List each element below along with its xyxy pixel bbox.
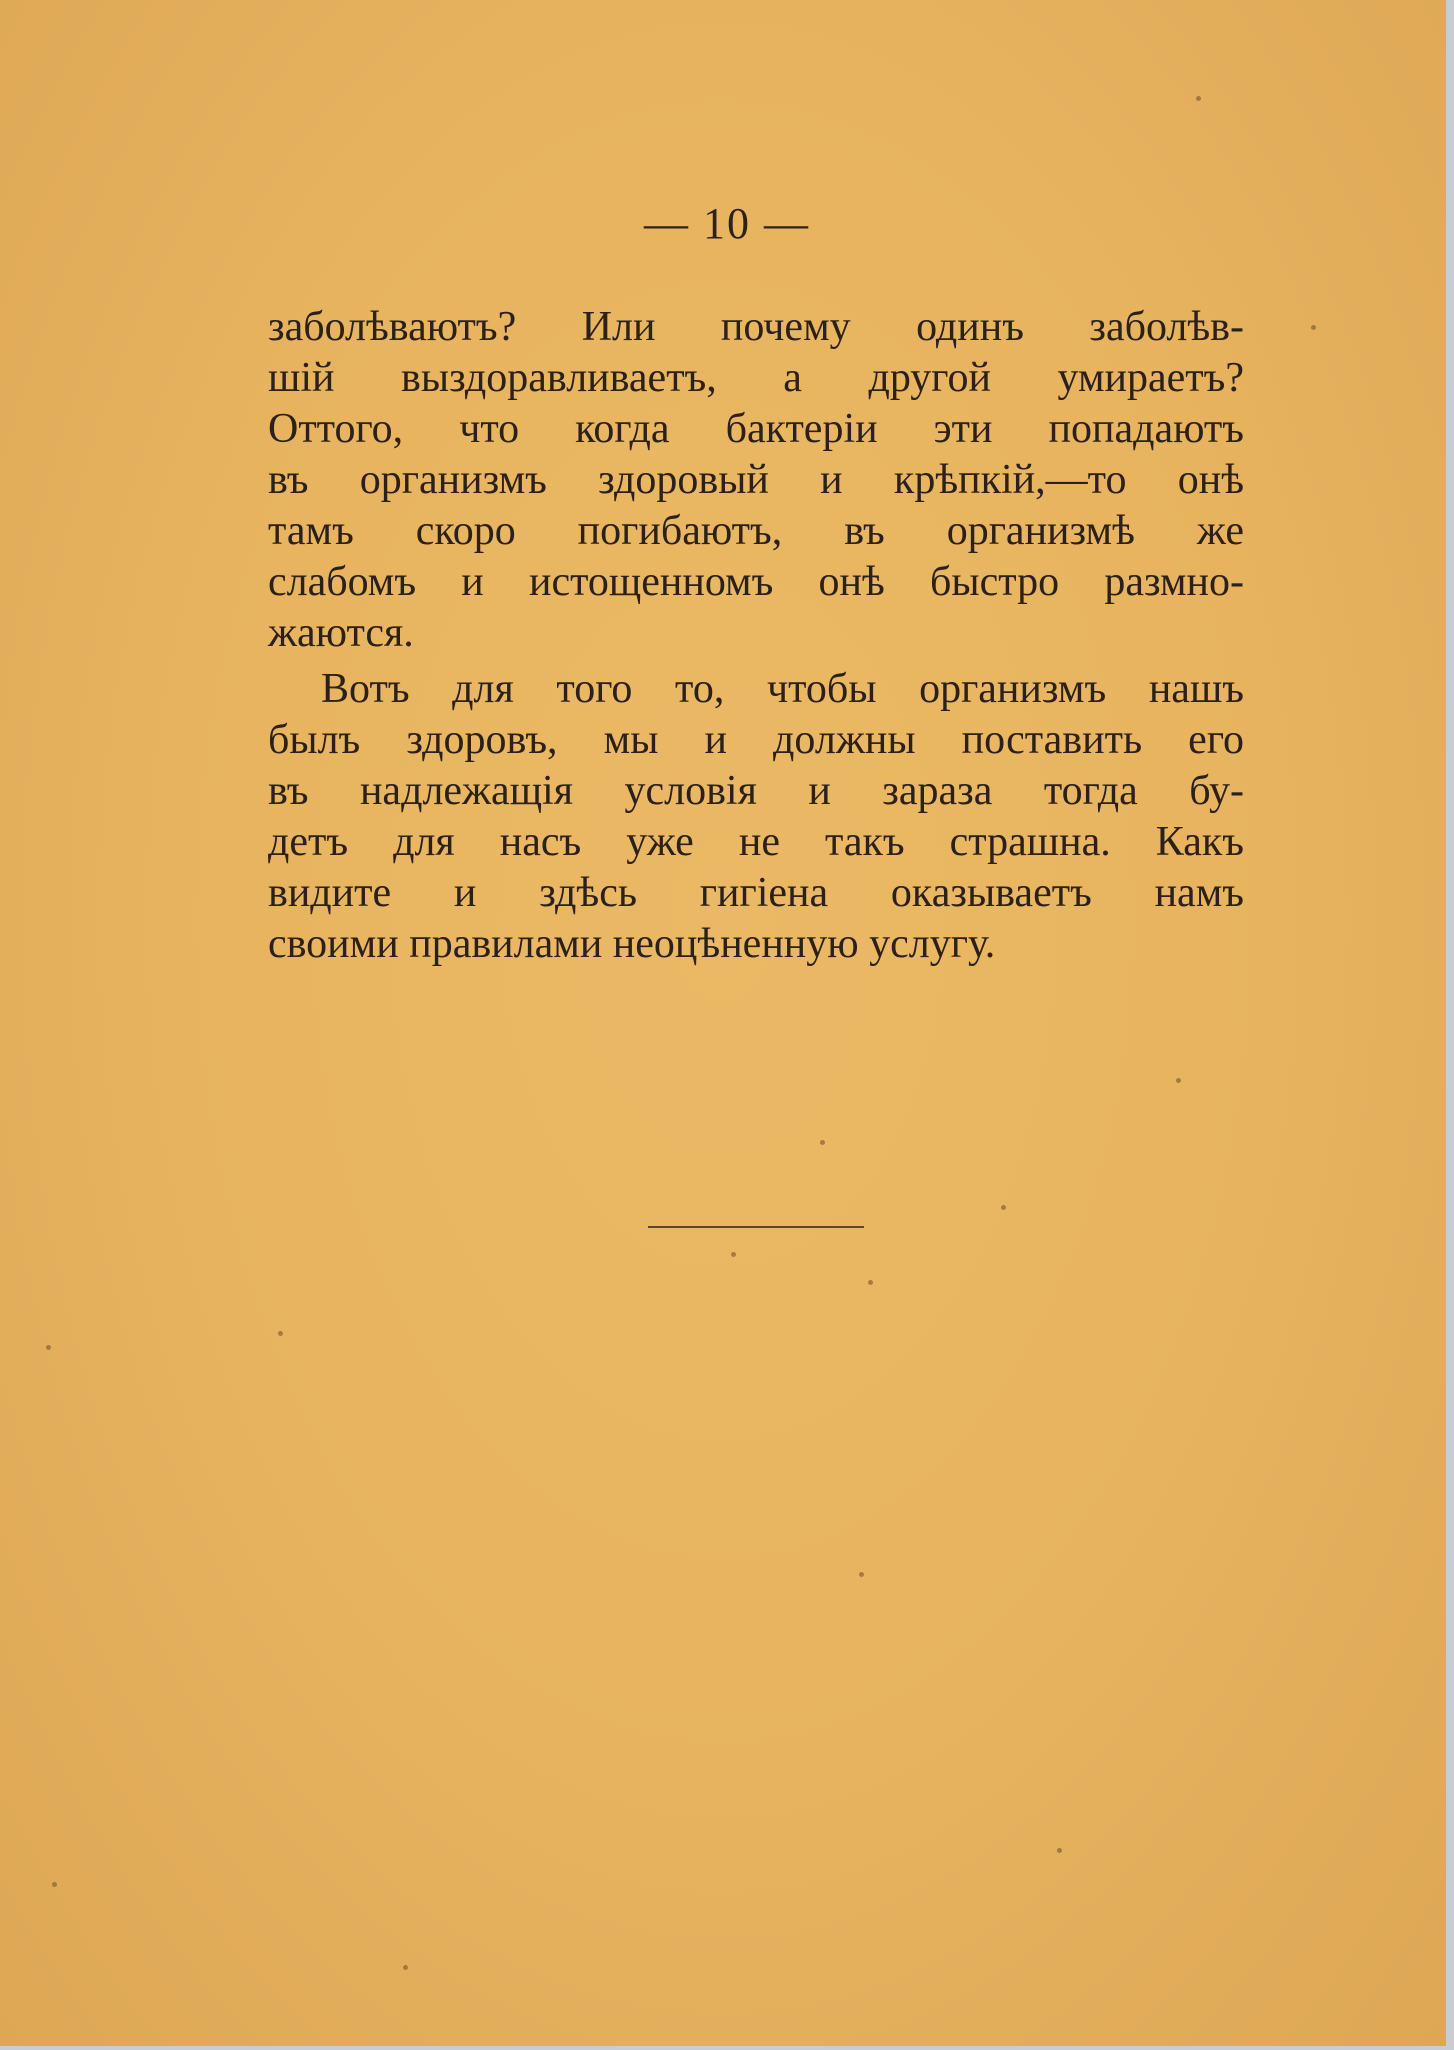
text-line: видите и здѣсь гигіена оказываетъ намъ	[268, 870, 1244, 916]
paper-speck	[859, 1572, 864, 1577]
paragraph-1	[268, 302, 1244, 659]
text-line: Вотъ для того то, чтобы организмъ нашъ	[321, 666, 1244, 712]
paper-speck	[278, 1331, 283, 1336]
text-line: въ организмъ здоровый и крѣпкій,—то онѣ	[268, 457, 1244, 503]
paper-speck	[1057, 1848, 1062, 1853]
paper-speck	[1196, 96, 1201, 101]
text-line: жаются.	[268, 610, 414, 656]
text-line: Оттого, что когда бактеріи эти попадаютъ	[268, 406, 1244, 452]
paper-speck	[1176, 1078, 1181, 1083]
paragraph-2	[268, 664, 1244, 970]
text-line: слабомъ и истощенномъ онѣ быстро размно-	[268, 559, 1244, 605]
body-text	[268, 302, 1244, 970]
paper-speck	[868, 1280, 873, 1285]
paper-speck	[1001, 1205, 1006, 1210]
paper-speck	[46, 1345, 51, 1350]
text-line: детъ для насъ уже не такъ страшна. Какъ	[268, 819, 1244, 865]
section-divider	[648, 1226, 864, 1228]
paper-speck	[820, 1140, 825, 1145]
text-line: шій выздоравливаетъ, а другой умираетъ?	[268, 355, 1244, 401]
text-line: заболѣваютъ? Или почему одинъ заболѣв-	[268, 304, 1244, 350]
paper-speck	[403, 1965, 408, 1970]
paper-speck	[52, 1882, 57, 1887]
page-number: — 10 —	[644, 199, 810, 248]
text-line: въ надлежащія условія и зараза тогда бу-	[268, 768, 1244, 814]
paper-speck	[731, 1252, 736, 1257]
text-line: былъ здоровъ, мы и должны поставить его	[268, 717, 1244, 763]
paper-speck	[1311, 325, 1316, 330]
text-line: тамъ скоро погибаютъ, въ организмѣ же	[268, 508, 1244, 554]
text-line: своими правилами неоцѣненную услугу.	[268, 921, 996, 967]
